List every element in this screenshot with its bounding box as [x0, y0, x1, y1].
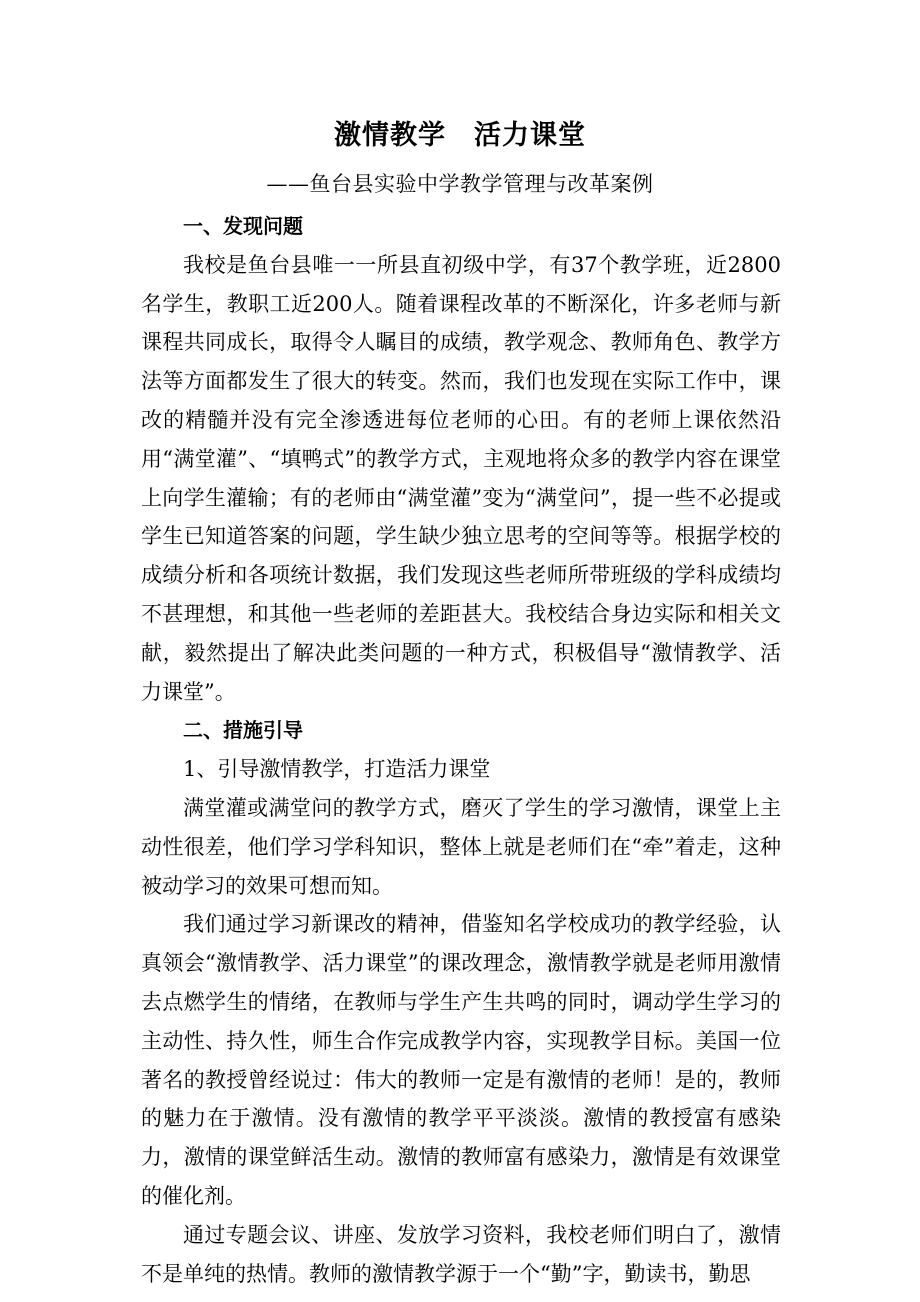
paragraph: 通过专题会议、讲座、发放学习资料，我校老师们明白了，激情不是单纯的热情。教师的激情教学源于一个“勤”字，勤读书，勤思 — [141, 1222, 781, 1286]
paragraph: 我们通过学习新课改的精神，借鉴知名学校成功的教学经验，认真领会“激情教学、活力课堂”的课改理念，激情教学就是老师用激情去点燃学生的情绪，在教师与学生产生共鸣的同时，调动学生学习的主动性、持久性，师生合作完成教学内容，实现教学目标。美国一位著名的教授曾经说过：伟大的教师一定是有激情的老师！是的，教师的魅力在于激情。没有激情的教学平平淡淡。激情的教授富有感染力，激情的课堂鲜活生动。激情的教师富有感染力，激情是有效课堂的催化剂。 — [141, 912, 781, 1208]
section-heading-1: 一、发现问题 — [183, 214, 303, 238]
document-title: 激情教学 活力课堂 — [334, 120, 586, 151]
document-subtitle: ——鱼台县实验中学教学管理与改革案例 — [266, 172, 654, 196]
document-body — [141, 207, 781, 1293]
section-heading-2: 二、措施引导 — [183, 718, 303, 743]
paragraph: 满堂灌或满堂问的教学方式，磨灭了学生的学习激情，课堂上主动性很差，他们学习学科知识，整体上就是老师们在“牵”着走，这种被动学习的效果可想而知。 — [141, 795, 781, 898]
subsection-heading: 1、引导激情教学，打造活力课堂 — [183, 757, 491, 782]
paragraph: 我校是鱼台县唯一一所县直初级中学，有37个教学班，近2800名学生，教职工近200人。随着课程改革的不断深化，许多老师与新课程共同成长，取得令人瞩目的成绩，教学观念、教师角色、教学方法等方面都发生了很大的转变。然而，我们也发现在实际工作中，课改的精髓并没有完全渗透进每位老师的心田。有的老师上课依然沿用“满堂灌”、“填鸭式”的教学方式，主观地将众多的教学内容在课堂上向学生灌输；有的老师由“满堂灌”变为“满堂问”，提一些不必提或学生已知道答案的问题，学生缺少独立思考的空间等等。根据学校的成绩分析和各项统计数据，我们发现这些老师所带班级的学科成绩均不甚理想，和其他一些老师的差距甚大。我校结合身边实际和相关文献，毅然提出了解决此类问题的一种方式，积极倡导“激情教学、活力课堂”。 — [141, 252, 781, 704]
